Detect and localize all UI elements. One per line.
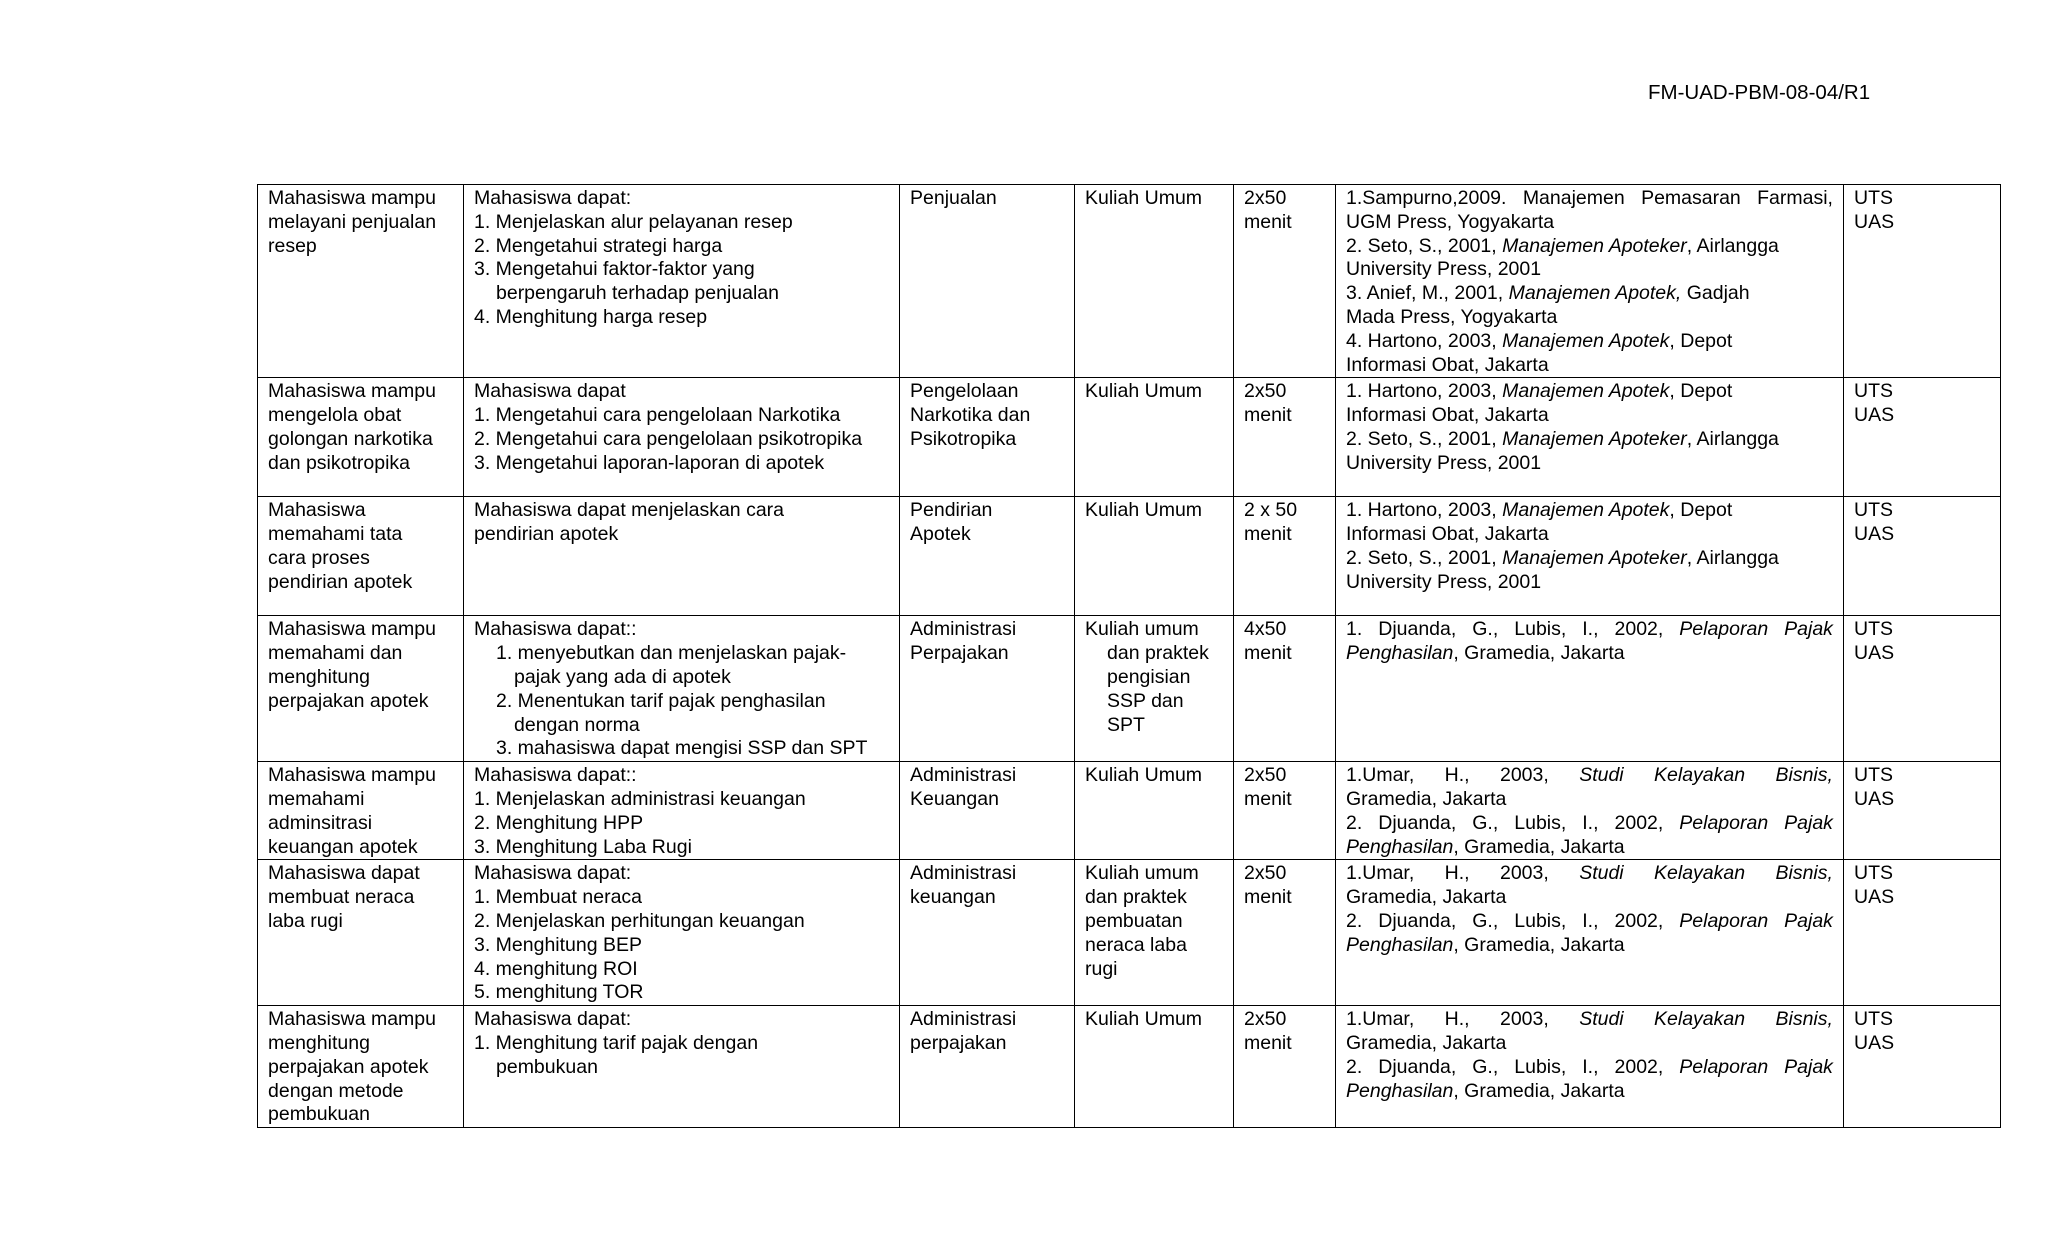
competency-cell-line: resep [268,234,317,257]
reference-text: Gadjah [1681,282,1750,305]
reference-text: Lubis, [1514,618,1567,641]
method-cell-line: neraca laba [1085,933,1187,956]
reference-line [1346,618,1833,642]
reference-text: Manajemen Apotek [1502,329,1670,352]
indicators-cell-line: Mahasiswa dapat:: [474,618,637,641]
competency-cell-line: Mahasiswa mampu [268,1008,436,1031]
reference-line [1346,764,1833,788]
reference-text: , Gramedia, Jakarta [1453,1079,1625,1102]
reference-line [1346,1032,1833,1056]
reference-line [1346,404,1833,428]
indicators-cell-line: 2. Menjelaskan perhitungan keuangan [474,909,805,932]
reference-line [1346,354,1833,378]
method-cell [1075,497,1234,616]
reference-text: Mada Press, Yogyakarta [1346,305,1558,328]
evaluation-cell [1844,860,2001,1006]
reference-text: 1. Hartono, 2003, [1346,380,1503,403]
evaluation-cell-line: UTS [1854,618,1893,641]
indicators-cell-line: Mahasiswa dapat menjelaskan cara [474,499,785,522]
references-cell [1336,378,1844,497]
references-cell [1336,860,1844,1006]
indicators-cell [464,497,900,616]
competency-cell-line: Mahasiswa mampu [268,764,436,787]
time-cell-line: menit [1244,1031,1292,1054]
evaluation-cell [1844,497,2001,616]
table-row [258,497,2001,616]
competency-cell [258,185,464,378]
competency-cell [258,497,464,616]
evaluation-cell-line: UAS [1854,787,1895,810]
competency-cell-line: Mahasiswa mampu [268,618,436,641]
method-cell-line: pembuatan [1085,909,1183,932]
competency-cell-line: Mahasiswa mampu [268,187,436,209]
form-code: FM-UAD-PBM-08-04/R1 [1648,81,1871,104]
reference-line [1346,499,1833,523]
indicators-cell [464,860,900,1006]
references-cell [1336,1006,1844,1128]
topic-cell [900,185,1075,378]
indicators-cell-line: 3. Menghitung BEP [474,933,643,956]
indicators-cell-line: 3. Mengetahui faktor-faktor yang [474,258,755,281]
reference-text: Djuanda, [1378,811,1457,834]
evaluation-cell-line: UAS [1854,210,1895,233]
reference-text: University Press, 2001 [1346,258,1542,281]
time-cell-line: 2x50 [1244,1008,1287,1031]
evaluation-cell [1844,185,2001,378]
evaluation-cell [1844,762,2001,860]
reference-text: Gramedia, Jakarta [1346,886,1507,909]
table-row [258,378,2001,497]
competency-cell-line: melayani penjualan [268,210,437,233]
reference-text: 1. [1346,618,1363,641]
reference-text: G., [1472,1055,1499,1078]
evaluation-cell-line: UAS [1854,1031,1895,1054]
topic-cell [900,1006,1075,1128]
time-cell [1234,762,1336,860]
reference-text: 1.Umar, [1346,862,1415,885]
competency-cell [258,378,464,497]
reference-text: Manajemen Apotek [1502,499,1670,522]
evaluation-cell [1844,1006,2001,1128]
competency-cell-line: pendirian apotek [268,570,413,593]
indicators-cell-line: 1. Menjelaskan administrasi keuangan [474,787,806,810]
method-cell-line: Kuliah umum [1085,618,1199,641]
reference-text: 2003, [1499,1008,1549,1031]
competency-cell [258,762,464,860]
reference-text: 3. Anief, M., 2001, [1346,282,1509,305]
competency-cell-line: keuangan apotek [268,835,418,858]
reference-text: , Airlangga [1686,234,1779,257]
time-cell-line: menit [1244,886,1292,909]
reference-text: G., [1472,811,1499,834]
time-cell-line: 2x50 [1244,187,1287,209]
reference-line [1346,452,1833,476]
method-cell-line: dan praktek [1085,886,1187,909]
competency-cell [258,1006,464,1128]
competency-cell-line: Mahasiswa mampu [268,380,436,403]
time-cell [1234,378,1336,497]
reference-text: 2002, [1614,909,1664,932]
competency-cell-line: Mahasiswa dapat [268,862,420,885]
method-cell-line: Kuliah Umum [1085,380,1203,403]
topic-cell-line: Administrasi [910,764,1017,787]
reference-text: I., [1582,1055,1599,1078]
reference-text: Penghasilan [1346,835,1454,858]
topic-cell-line: Pengelolaan [910,380,1019,403]
reference-text: Informasi Obat, Jakarta [1346,353,1549,376]
reference-text: Manajemen [1522,187,1625,209]
competency-cell-line: perpajakan apotek [268,1055,429,1078]
competency-cell-line: perpajakan apotek [268,689,429,712]
indicators-cell-line: Mahasiswa dapat:: [474,764,637,787]
reference-text: Penghasilan [1346,642,1454,665]
reference-text: Kelayakan [1654,764,1746,787]
indicators-cell-line: dengan norma [514,713,640,736]
reference-text: Informasi Obat, Jakarta [1346,523,1549,546]
reference-text: Kelayakan [1654,862,1746,885]
topic-cell [900,378,1075,497]
reference-line [1346,910,1833,934]
reference-text: 2003, [1499,764,1549,787]
reference-text: G., [1472,909,1499,932]
indicators-cell-line: 1. Membuat neraca [474,886,643,909]
reference-text: Pajak [1784,1055,1833,1078]
reference-text: G., [1472,618,1499,641]
reference-text: Djuanda, [1378,909,1457,932]
reference-text: Farmasi, [1757,187,1833,209]
topic-cell [900,616,1075,762]
reference-text: I., [1582,909,1599,932]
reference-text: Studi [1579,1008,1624,1031]
reference-text: Bisnis, [1775,764,1833,787]
time-cell-line: menit [1244,404,1292,427]
reference-text: , Depot [1669,380,1733,403]
time-cell-line: 4x50 [1244,618,1287,641]
method-cell-line: dan praktek [1107,642,1209,665]
competency-cell-line: dengan metode [268,1079,404,1102]
competency-cell-line: pembukuan [268,1103,370,1126]
method-cell [1075,185,1234,378]
reference-text: Manajemen Apoteker [1502,234,1687,257]
method-cell [1075,616,1234,762]
indicators-cell-line: Mahasiswa dapat: [474,187,632,209]
reference-text: , Gramedia, Jakarta [1453,835,1625,858]
topic-cell-line: Apotek [910,523,971,546]
indicators-cell-line: 1. Menjelaskan alur pelayanan resep [474,210,793,233]
reference-line [1346,428,1833,452]
competency-cell-line: mengelola obat [268,404,402,427]
reference-text: 1.Umar, [1346,1008,1415,1031]
reference-text: , Airlangga [1686,546,1779,569]
method-cell [1075,762,1234,860]
references-cell [1336,762,1844,860]
reference-text: Informasi Obat, Jakarta [1346,404,1549,427]
time-cell [1234,616,1336,762]
reference-text: Djuanda, [1378,1055,1457,1078]
reference-line [1346,330,1833,354]
reference-text: Bisnis, [1775,862,1833,885]
indicators-cell [464,185,900,378]
reference-text: UGM Press, Yogyakarta [1346,210,1555,233]
reference-text: 2. Seto, S., 2001, [1346,427,1503,450]
indicators-cell-line: Mahasiswa dapat: [474,1008,632,1031]
evaluation-cell-line: UTS [1854,499,1893,522]
reference-line [1346,258,1833,282]
method-cell [1075,860,1234,1006]
topic-cell-line: Pendirian [910,499,993,522]
indicators-cell-line: 5. menghitung TOR [474,981,644,1004]
reference-text: Pelaporan [1679,618,1769,641]
reference-text: Pemasaran [1641,187,1741,209]
reference-text: Gramedia, Jakarta [1346,1031,1507,1054]
competency-cell-line: adminsitrasi [268,811,373,834]
topic-cell-line: Administrasi [910,1008,1017,1031]
method-cell [1075,378,1234,497]
reference-line [1346,1080,1833,1104]
method-cell-line: Kuliah umum [1085,862,1199,885]
method-cell-line: SSP dan [1107,689,1184,712]
method-cell [1075,1006,1234,1128]
topic-cell-line: Narkotika dan [910,404,1031,427]
reference-text: Lubis, [1514,1055,1567,1078]
indicators-cell-line: 2. Menghitung HPP [474,811,644,834]
competency-cell-line: membuat neraca [268,886,415,909]
competency-cell-line: menghitung [268,1031,370,1054]
evaluation-cell-line: UAS [1854,404,1895,427]
reference-text: 2002, [1614,1055,1664,1078]
reference-text: Kelayakan [1654,1008,1746,1031]
reference-text: Manajemen Apoteker [1502,427,1687,450]
indicators-cell-line: Mahasiswa dapat: [474,862,632,885]
time-cell-line: menit [1244,787,1292,810]
reference-line [1346,523,1833,547]
reference-text: I., [1582,618,1599,641]
competency-cell-line: Mahasiswa [268,499,366,522]
method-cell-line: Kuliah Umum [1085,764,1203,787]
reference-text: Pelaporan [1679,1055,1769,1078]
competency-cell-line: menghitung [268,665,370,688]
competency-cell [258,616,464,762]
reference-text: 1. Hartono, 2003, [1346,499,1503,522]
reference-text: 2. Seto, S., 2001, [1346,546,1503,569]
indicators-cell [464,616,900,762]
time-cell-line: menit [1244,210,1292,233]
method-cell-line: Kuliah Umum [1085,1008,1203,1031]
reference-text: Manajemen Apotek [1502,380,1670,403]
references-cell [1336,616,1844,762]
reference-text: Manajemen Apoteker [1502,546,1687,569]
indicators-cell-line: pembukuan [496,1055,598,1078]
indicators-cell-line: Mahasiswa dapat [474,380,626,403]
time-cell-line: 2x50 [1244,380,1287,403]
reference-line [1346,571,1833,595]
table-row [258,1006,2001,1128]
indicators-cell [464,378,900,497]
indicators-cell-line: 4. Menghitung harga resep [474,305,708,328]
indicators-cell-line: 2. Mengetahui cara pengelolaan psikotropika [474,427,863,450]
topic-cell-line: Administrasi [910,618,1017,641]
reference-text: Pajak [1784,618,1833,641]
course-plan-table [257,184,2001,1128]
competency-cell [258,860,464,1006]
indicators-cell-line: 2. Menentukan tarif pajak penghasilan [496,689,826,712]
method-cell-line: Kuliah Umum [1085,499,1203,522]
competency-cell-line: cara proses [268,546,370,569]
indicators-cell-line: 1. menyebutkan dan menjelaskan pajak- [496,642,847,665]
reference-text: 2. [1346,909,1363,932]
reference-text: Lubis, [1514,909,1567,932]
reference-text: H., [1444,764,1470,787]
reference-line [1346,788,1833,812]
reference-text: Djuanda, [1378,618,1457,641]
reference-line [1346,547,1833,571]
evaluation-cell-line: UTS [1854,187,1893,209]
reference-text: 2. Seto, S., 2001, [1346,234,1503,257]
evaluation-cell-line: UTS [1854,862,1893,885]
evaluation-cell-line: UTS [1854,1008,1893,1031]
evaluation-cell-line: UTS [1854,380,1893,403]
method-cell-line: rugi [1085,957,1118,980]
topic-cell [900,762,1075,860]
competency-cell-line: laba rugi [268,909,343,932]
reference-text: Penghasilan [1346,933,1454,956]
reference-text: Penghasilan [1346,1079,1454,1102]
reference-text: University Press, 2001 [1346,451,1542,474]
reference-text: Lubis, [1514,811,1567,834]
indicators-cell-line: 3. Mengetahui laporan-laporan di apotek [474,451,825,474]
reference-line [1346,380,1833,404]
evaluation-cell-line: UAS [1854,642,1895,665]
table-row [258,616,2001,762]
reference-text: , Gramedia, Jakarta [1453,642,1625,665]
reference-line [1346,934,1833,958]
competency-cell-line: golongan narkotika [268,427,433,450]
evaluation-cell-line: UAS [1854,523,1895,546]
time-cell-line: menit [1244,642,1292,665]
competency-cell-line: dan psikotropika [268,451,411,474]
time-cell [1234,185,1336,378]
time-cell [1234,497,1336,616]
reference-text: 1.Sampurno,2009. [1346,187,1507,209]
indicators-cell-line: 3. mahasiswa dapat mengisi SSP dan SPT [496,737,868,760]
method-cell-line: pengisian [1107,665,1191,688]
reference-text: H., [1444,862,1470,885]
reference-text: 2002, [1614,618,1664,641]
reference-line [1346,282,1833,306]
indicators-cell-line: 1. Menghitung tarif pajak dengan [474,1031,759,1054]
reference-line [1346,187,1833,211]
reference-text: Gramedia, Jakarta [1346,787,1507,810]
topic-cell-line: Administrasi [910,862,1017,885]
evaluation-cell-line: UAS [1854,886,1895,909]
reference-text: , Airlangga [1686,427,1779,450]
reference-text: University Press, 2001 [1346,570,1542,593]
reference-line [1346,836,1833,860]
reference-text: 4. Hartono, 2003, [1346,329,1503,352]
topic-cell [900,497,1075,616]
indicators-cell-line: 2. Mengetahui strategi harga [474,234,723,257]
time-cell-line: 2x50 [1244,764,1287,787]
topic-cell-line: perpajakan [910,1031,1007,1054]
reference-text: Pajak [1784,909,1833,932]
reference-text: Studi [1579,764,1624,787]
reference-text: Pelaporan [1679,909,1769,932]
topic-cell [900,860,1075,1006]
topic-cell-line: Penjualan [910,187,997,209]
competency-cell-line: memahami [268,787,365,810]
evaluation-cell [1844,378,2001,497]
method-cell-line: Kuliah Umum [1085,187,1203,209]
method-cell-line: SPT [1107,713,1145,736]
evaluation-cell-line: UTS [1854,764,1893,787]
reference-line [1346,211,1833,235]
reference-text: Bisnis, [1775,1008,1833,1031]
reference-line [1346,862,1833,886]
reference-text: I., [1582,811,1599,834]
reference-text: , Depot [1669,329,1733,352]
topic-cell-line: Keuangan [910,787,999,810]
reference-line [1346,642,1833,666]
reference-text: Pajak [1784,811,1833,834]
indicators-cell-line: berpengaruh terhadap penjualan [496,282,779,305]
time-cell-line: 2 x 50 [1244,499,1298,522]
time-cell-line: menit [1244,523,1292,546]
reference-text: 2. [1346,811,1363,834]
time-cell-line: 2x50 [1244,862,1287,885]
reference-line [1346,1056,1833,1080]
competency-cell-line: memahami dan [268,642,403,665]
reference-text: , Depot [1669,499,1733,522]
reference-text: H., [1444,1008,1470,1031]
reference-line [1346,235,1833,259]
table-row [258,762,2001,860]
evaluation-cell [1844,616,2001,762]
indicators-cell-line: 1. Mengetahui cara pengelolaan Narkotika [474,404,841,427]
reference-line [1346,886,1833,910]
time-cell [1234,860,1336,1006]
reference-text: 2003, [1499,862,1549,885]
references-cell [1336,185,1844,378]
topic-cell-line: Perpajakan [910,642,1009,665]
reference-text: Studi [1579,862,1624,885]
indicators-cell-line: pendirian apotek [474,523,619,546]
table-row [258,185,2001,378]
references-cell [1336,497,1844,616]
table-row [258,860,2001,1006]
topic-cell-line: keuangan [910,886,996,909]
reference-text: , Gramedia, Jakarta [1453,933,1625,956]
reference-line [1346,306,1833,330]
indicators-cell-line: pajak yang ada di apotek [514,665,731,688]
competency-cell-line: memahami tata [268,523,403,546]
topic-cell-line: Psikotropika [910,427,1017,450]
indicators-cell [464,1006,900,1128]
reference-text: 2002, [1614,811,1664,834]
indicators-cell-line: 4. menghitung ROI [474,957,638,980]
indicators-cell [464,762,900,860]
reference-text: Manajemen Apotek, [1508,282,1682,305]
reference-line [1346,812,1833,836]
table-body [258,185,2001,1128]
reference-text: Pelaporan [1679,811,1769,834]
time-cell [1234,1006,1336,1128]
reference-line [1346,1008,1833,1032]
indicators-cell-line: 3. Menghitung Laba Rugi [474,835,692,858]
reference-text: 2. [1346,1055,1363,1078]
reference-text: 1.Umar, [1346,764,1415,787]
